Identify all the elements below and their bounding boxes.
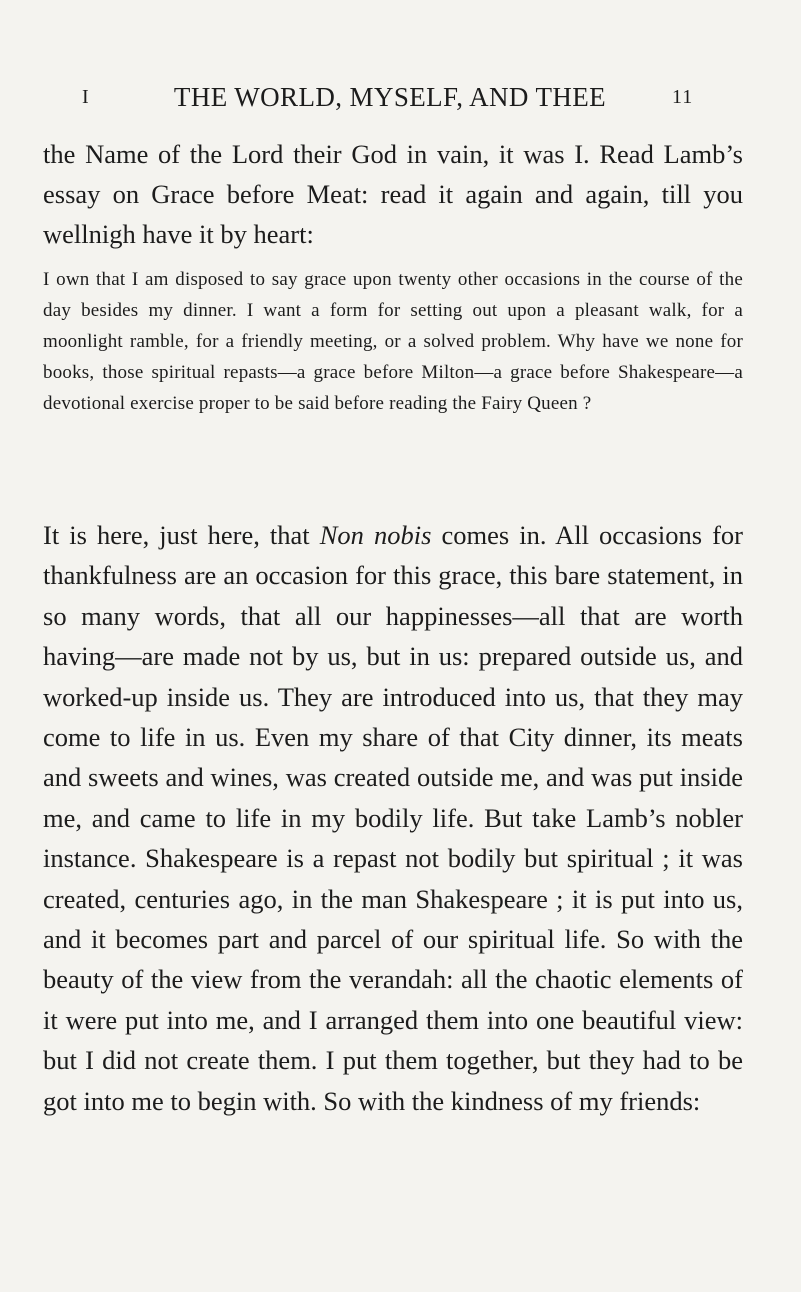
chapter-number: I — [82, 86, 90, 108]
block-quote: I own that I am disposed to say grace upon twenty other occasions in the course of the day besides my dinner. I want a form for setting out upon a pleasant walk, for a moonlight ramble, for a friendly meeting, or a solved problem. Why have we none for books, those spiritual repasts—a grace before Milton—a grace before Shakespeare—a devotional exercise proper to be said before reading the Fairy Queen ? — [43, 269, 743, 414]
paragraph-2-opening: It is here, just here, that — [43, 520, 320, 550]
body-paragraph-1: the Name of the Lord their God in vain, it was I. Read Lamb’s essay on Grace before Meat: read it again and again, till you wellnigh have it by heart: — [43, 139, 743, 249]
italic-phrase: Non nobis — [319, 520, 432, 550]
paragraph-2-remainder: comes in. All occasions for thankfulness are an occasion for this grace, this bare statement, in so many words, that all our happinesses—all that are worth having—are made not by us, but in us: prepared outside us, and worked-up inside us. They are introduced into us, that they may come to life in us. Even my share of that City dinner, its meats and sweets and wines, was created outside me, and was put inside me, and came to life in my bodily life. But take Lamb’s nobler instance. Shakespeare is a repast not bodily but spiritual ; it was created, centuries ago, in the man Shakespeare ; it is put into us, and it becomes part and parcel of our spiritual life. So with the beauty of the view from the verandah: all the chaotic elements of it were put into me, and I arranged them into one beautiful view: but I did not create them. I put them together, but they had to be got into me to begin with. So with the kindness of my friends: — [43, 520, 743, 1116]
running-head — [0, 82, 801, 122]
page-number: 11 — [672, 86, 694, 108]
running-title: THE WORLD, MYSELF, AND THEE — [173, 82, 607, 112]
body-paragraph-2 — [43, 515, 743, 1121]
